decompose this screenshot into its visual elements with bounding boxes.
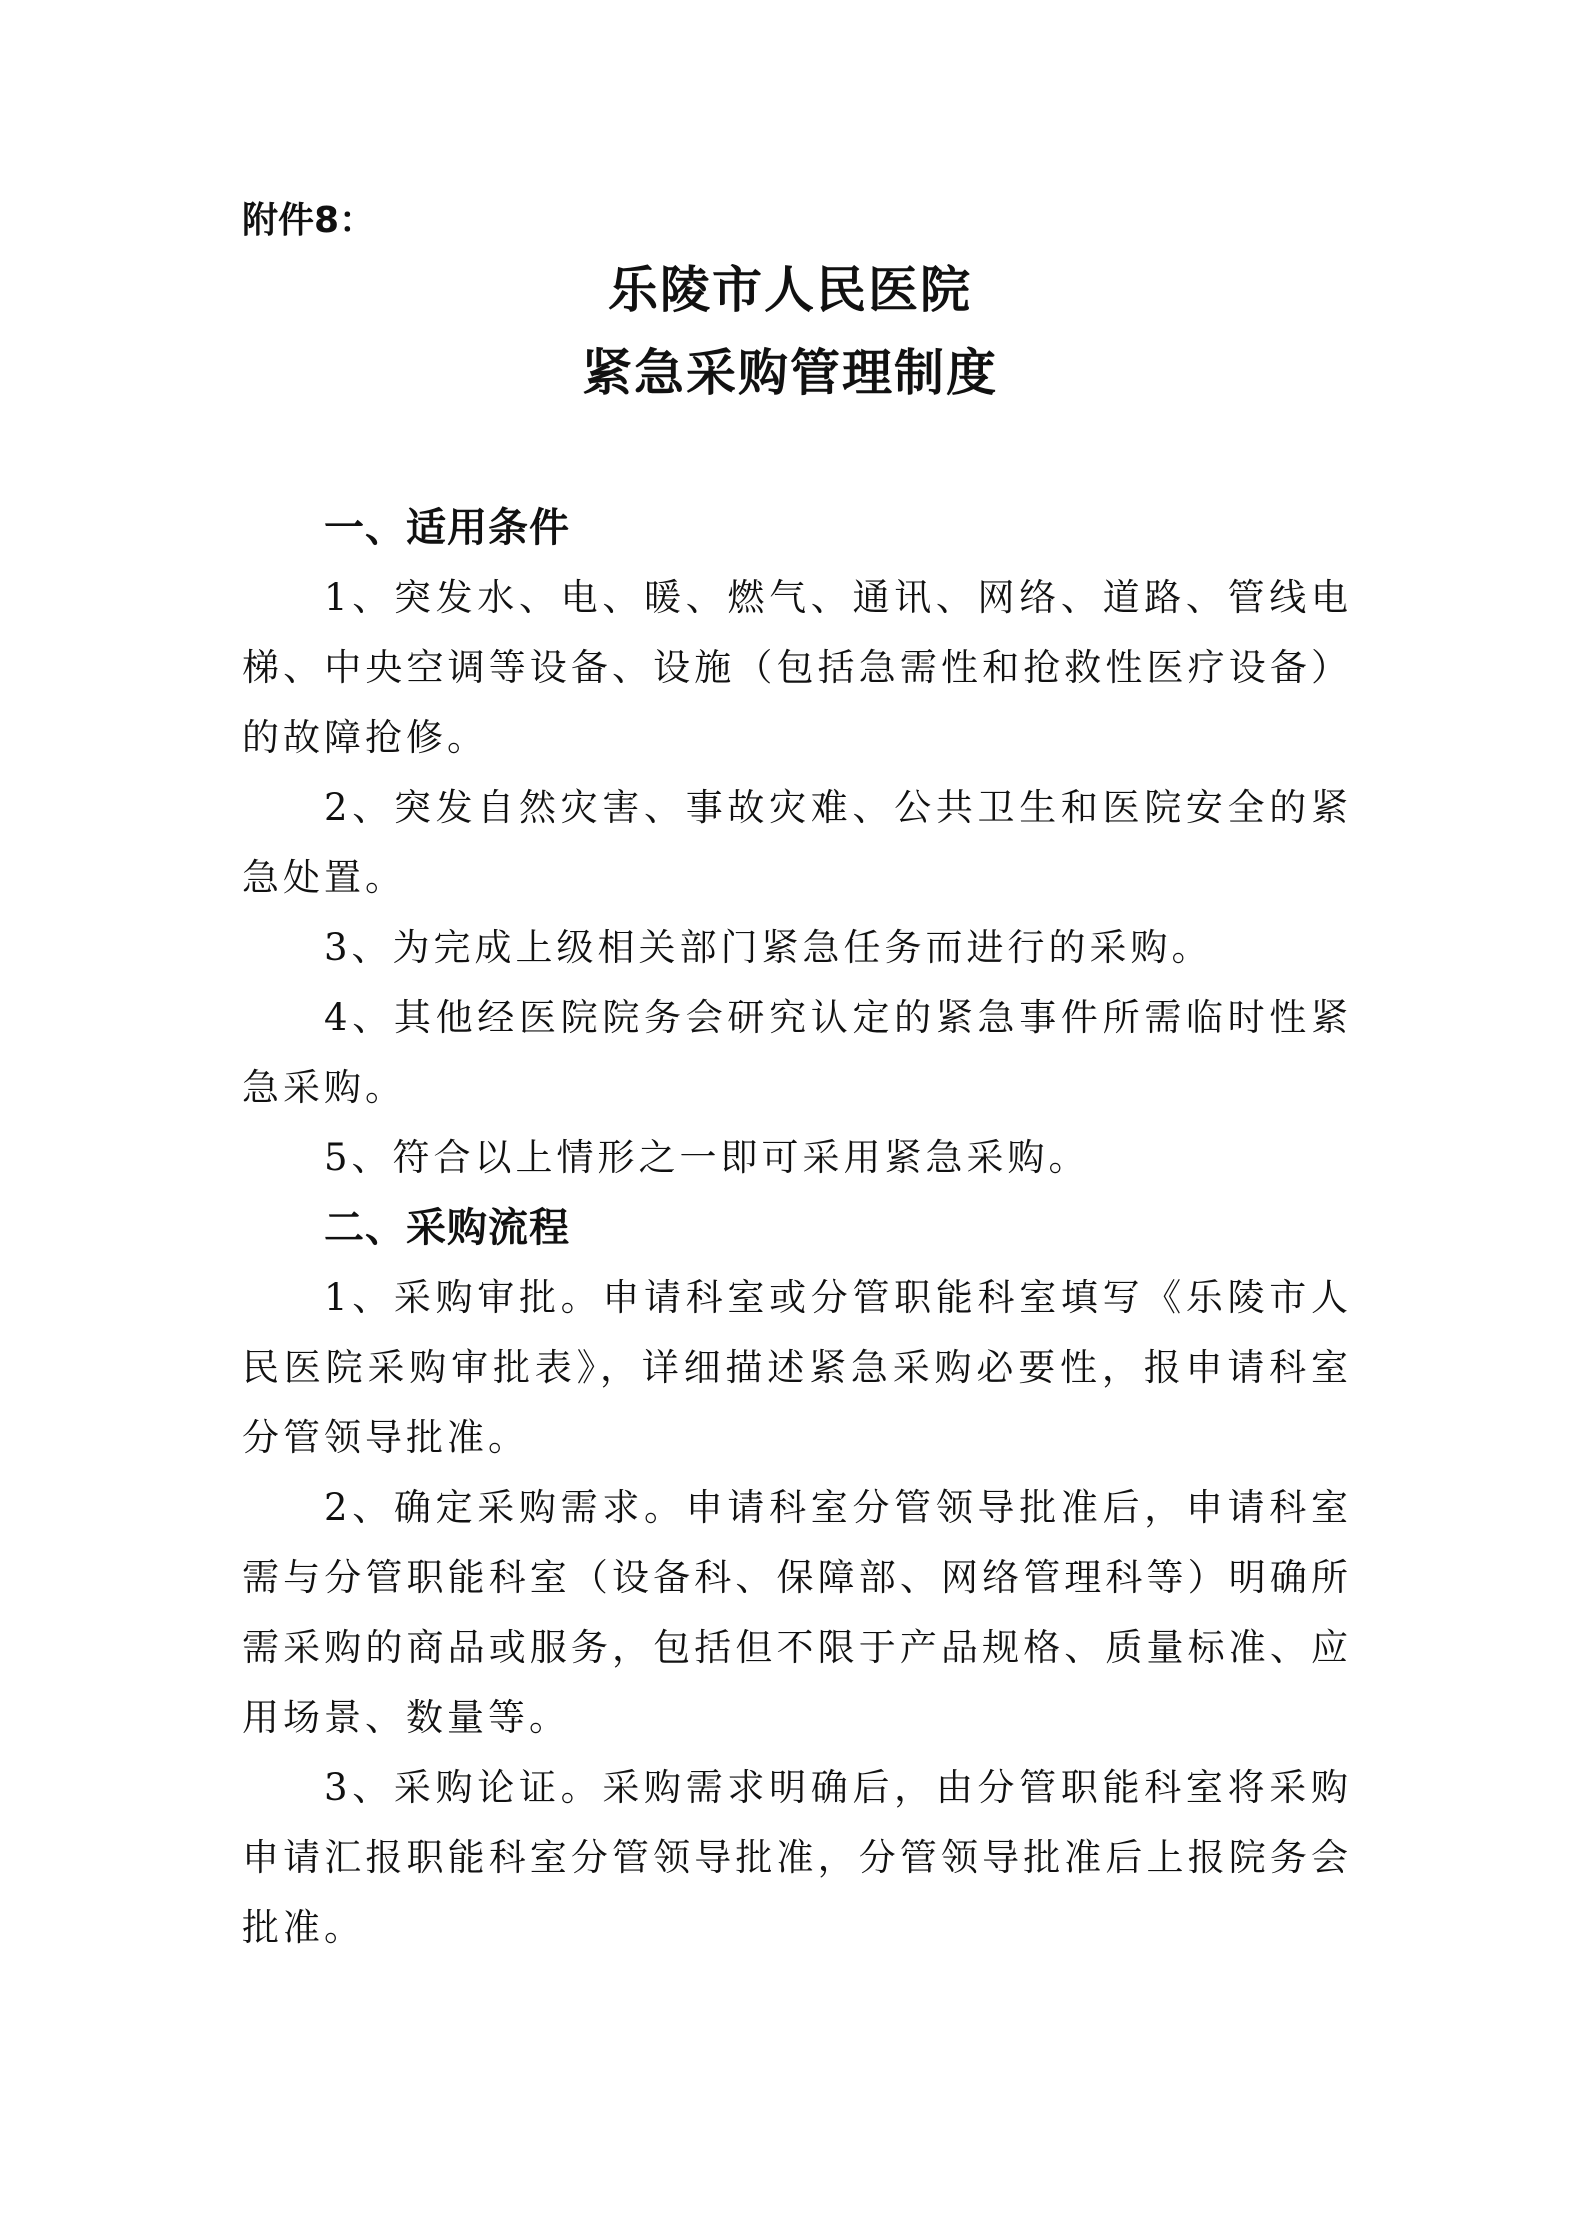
- paragraph: 3、为完成上级相关部门紧急任务而进行的采购。: [324, 926, 1213, 969]
- paragraph: 2、突发自然灾害、事故灾难、公共卫生和医院安全的紧急处置。: [242, 786, 1352, 899]
- attachment-label: 附件8：: [242, 200, 376, 241]
- document-title-regulation: 紧急采购管理制度: [582, 344, 998, 402]
- section-applicable-conditions: [242, 493, 1352, 1193]
- paragraph: 1、采购审批。申请科室或分管职能科室填写《乐陵市人民医院采购审批表》，详细描述紧急采购必要性，报申请科室分管领导批准。: [242, 1276, 1352, 1459]
- paragraph: 2、确定采购需求。申请科室分管领导批准后，申请科室需与分管职能科室（设备科、保障部、网络管理科等）明确所需采购的商品或服务，包括但不限于产品规格、质量标准、应用场景、数量等。: [242, 1486, 1352, 1739]
- paragraph: 3、采购论证。采购需求明确后，由分管职能科室将采购申请汇报职能科室分管领导批准，分管领导批准后上报院务会批准。: [242, 1766, 1352, 1949]
- paragraph: 5、符合以上情形之一即可采用紧急采购。: [324, 1136, 1090, 1179]
- section-heading: 二、采购流程: [324, 1205, 570, 1251]
- section-procurement-process: [242, 1193, 1352, 1963]
- paragraph: 4、其他经医院院务会研究认定的紧急事件所需临时性紧急采购。: [242, 996, 1352, 1109]
- document-title-hospital: 乐陵市人民医院: [608, 261, 972, 319]
- document-body: [242, 493, 1352, 1963]
- section-heading: 一、适用条件: [324, 505, 570, 551]
- paragraph: 1、突发水、电、暖、燃气、通讯、网络、道路、管线电梯、中央空调等设备、设施（包括急需性和抢救性医疗设备）的故障抢修。: [242, 576, 1352, 759]
